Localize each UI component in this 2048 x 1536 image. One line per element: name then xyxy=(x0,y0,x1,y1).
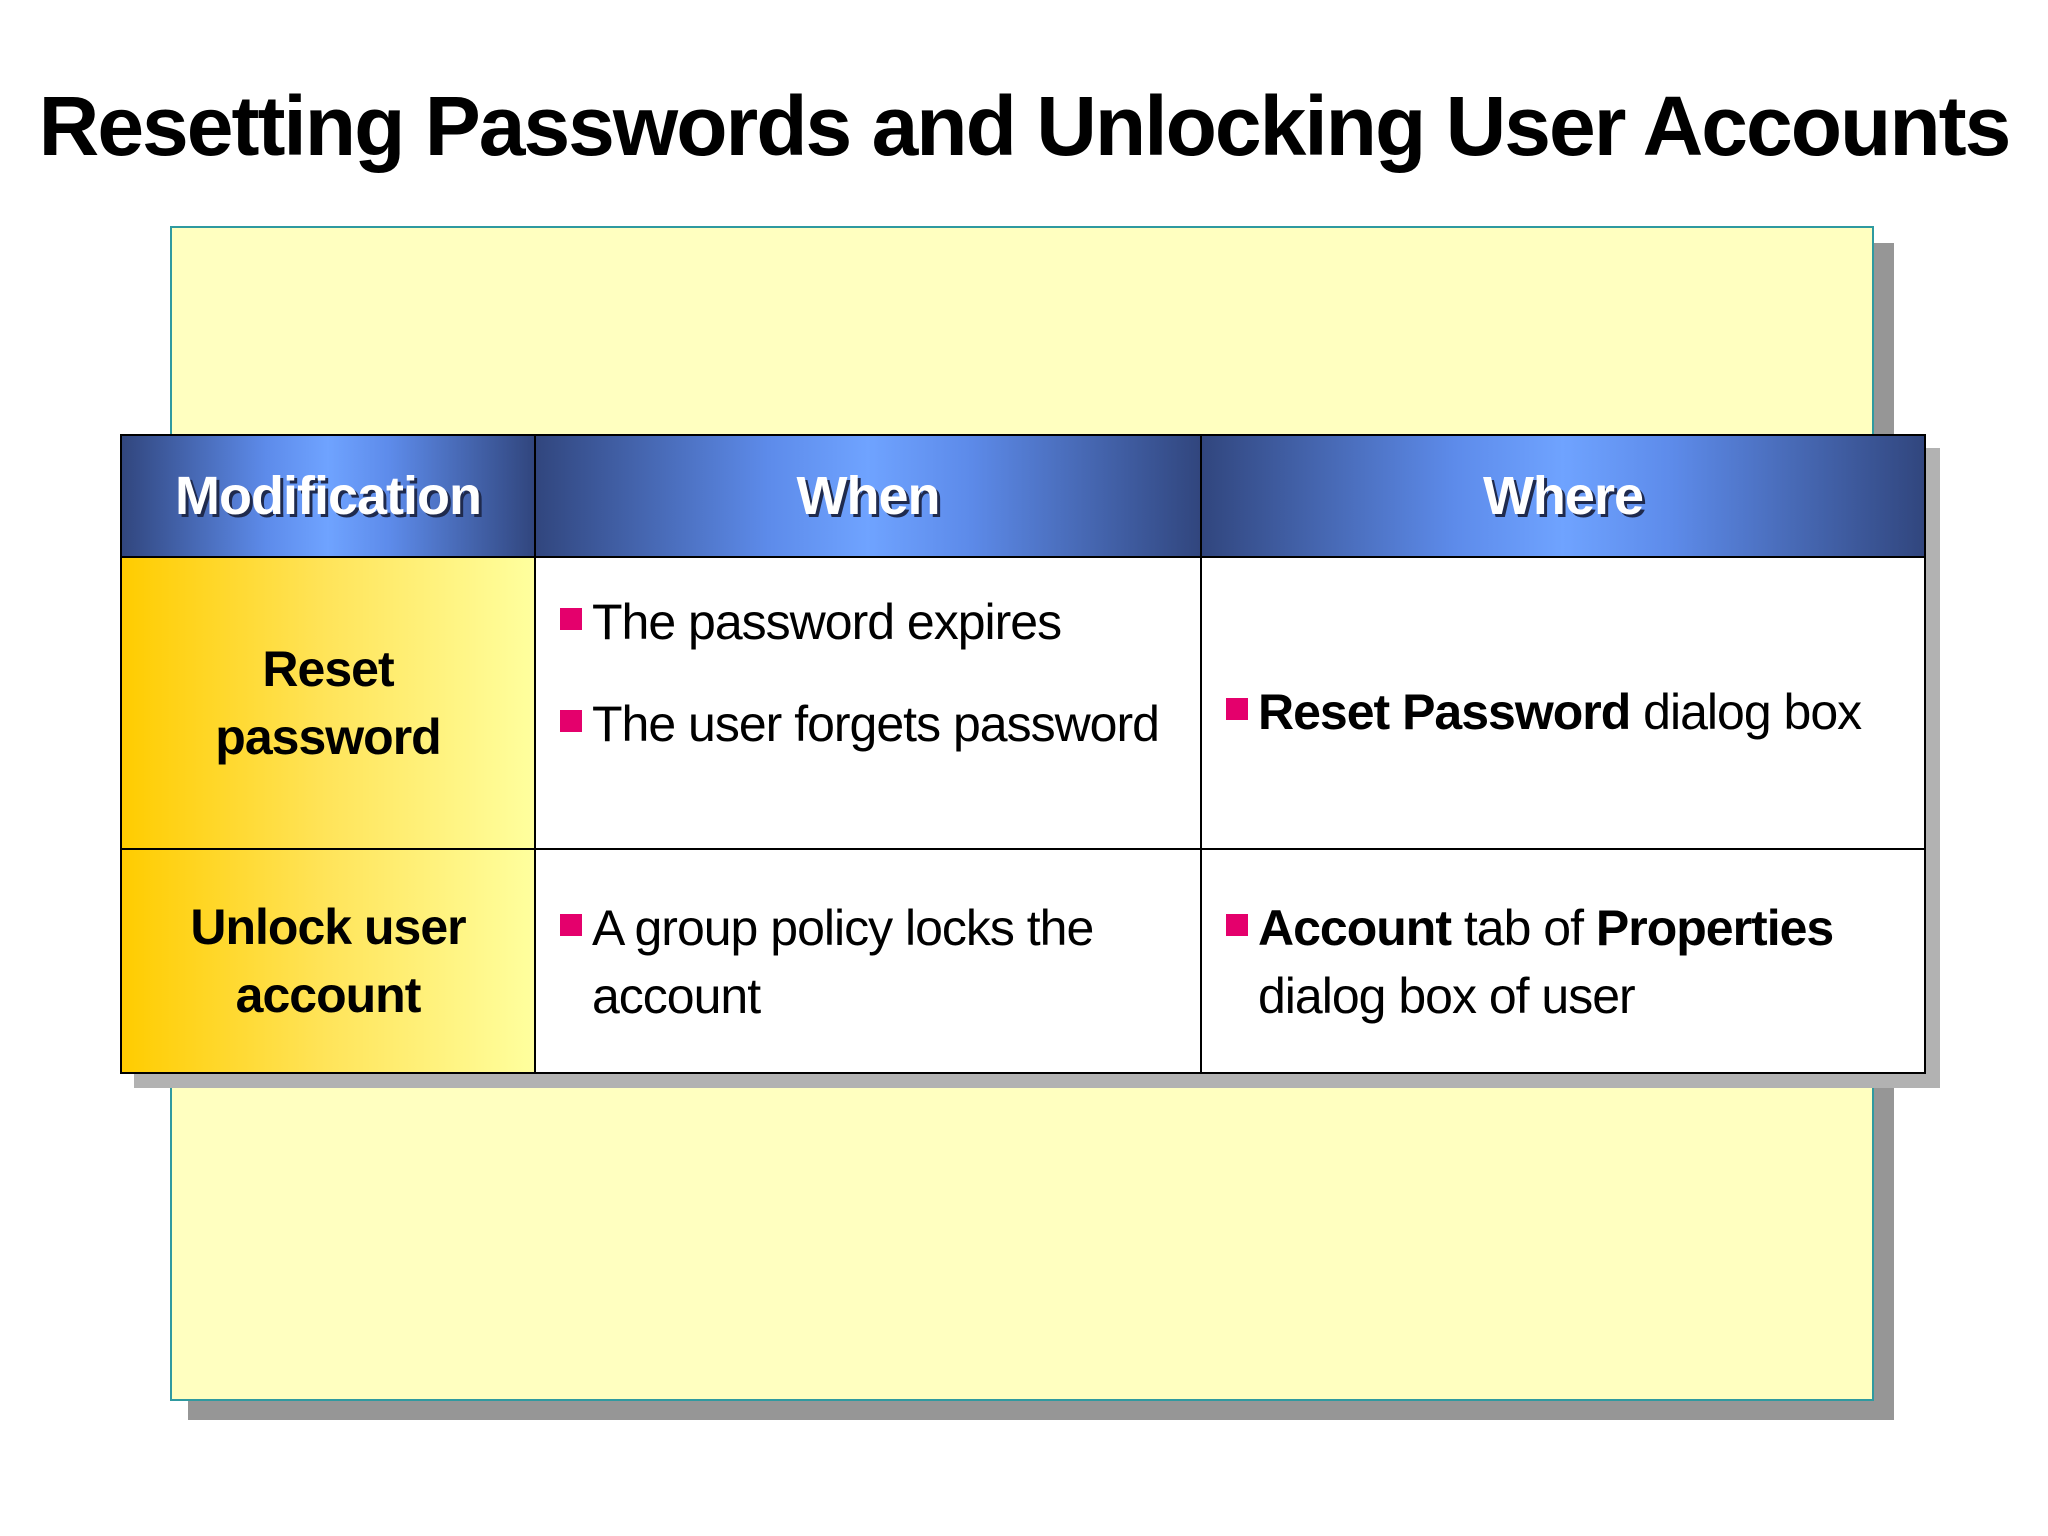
list-item-text: dialog box of user xyxy=(1258,968,1635,1024)
header-when: When xyxy=(536,436,1200,556)
row-divider xyxy=(122,848,1924,850)
list-item-text: tab of xyxy=(1451,900,1596,956)
list-item-text: A group policy locks the account xyxy=(592,900,1094,1024)
square-bullet-icon xyxy=(1226,698,1248,720)
row-unlock-when xyxy=(536,850,1200,1072)
modification-line: Reset xyxy=(262,641,394,697)
list-item xyxy=(536,588,1200,656)
list-item-text: The password expires xyxy=(592,594,1062,650)
list-item xyxy=(1202,894,1844,1030)
list-item xyxy=(536,690,1200,758)
column-divider xyxy=(1200,436,1202,1072)
header-modification: Modification xyxy=(122,436,534,556)
ui-term: Reset Password xyxy=(1258,684,1631,740)
list-item-text: The user forgets password xyxy=(592,696,1159,752)
row-unlock-modification xyxy=(122,850,534,1072)
row-reset-where xyxy=(1202,558,1924,848)
square-bullet-icon xyxy=(1226,914,1248,936)
header-divider xyxy=(122,556,1924,558)
modification-line: password xyxy=(215,709,441,765)
square-bullet-icon xyxy=(560,914,582,936)
list-item-text: dialog box xyxy=(1630,684,1862,740)
ui-term: Properties xyxy=(1595,900,1834,956)
modification-line: Unlock user xyxy=(190,899,466,955)
row-reset-modification xyxy=(122,558,534,848)
modification-line: account xyxy=(235,967,421,1023)
list-item xyxy=(1202,678,1924,746)
row-unlock-where xyxy=(1202,850,1924,1072)
square-bullet-icon xyxy=(560,608,582,630)
row-reset-when xyxy=(536,558,1200,848)
square-bullet-icon xyxy=(560,710,582,732)
slide-title: Resetting Passwords and Unlocking User Accounts xyxy=(38,79,2010,173)
column-divider xyxy=(534,436,536,1072)
ui-term: Account xyxy=(1258,900,1451,956)
modification-table xyxy=(120,434,1926,1074)
list-item xyxy=(536,894,1140,1030)
header-where: Where xyxy=(1202,436,1924,556)
